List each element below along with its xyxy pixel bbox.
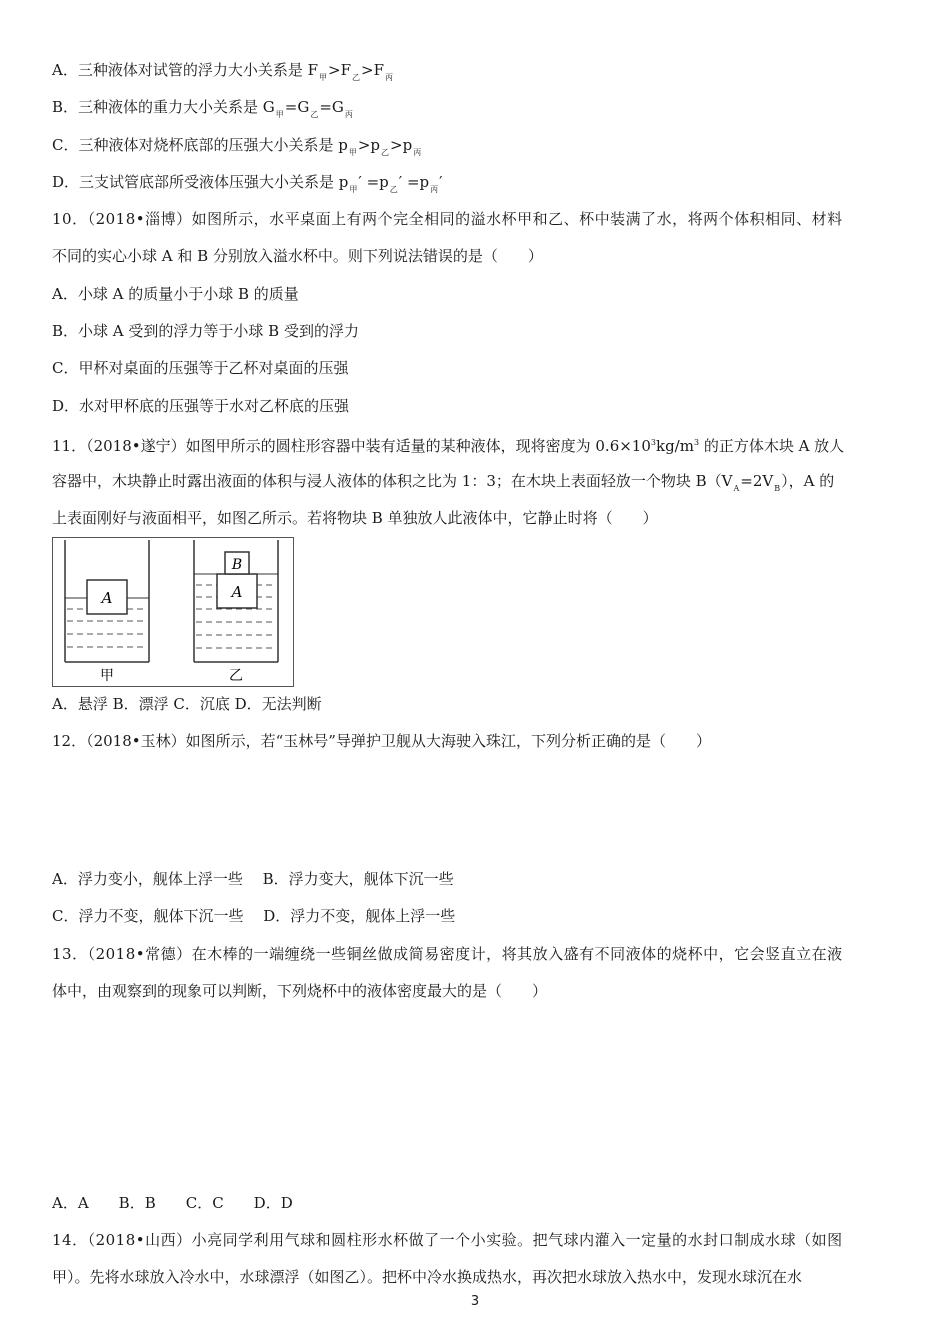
figure-label-yi: 乙 (229, 668, 243, 684)
q10-stem-line2: 不同的实心小球 A 和 B 分别放入溢水杯中。则下列说法错误的是（ ） (52, 247, 543, 265)
q12-options-row1: A．浮力变小，舰体上浮一些 B．浮力变大，舰体下沉一些 (52, 870, 454, 888)
figure-label-jia: 甲 (100, 668, 114, 684)
q11-stem-line2: 容器中，木块静止时露出液面的体积与浸人液体的体积之比为 1：3；在木块上表面轻放一个物块 $B(V_A=2V_B)$，A 的 (52, 472, 835, 493)
q10-stem-line1: 10．（2018•淄博）如图所示，水平桌面上有两个完全相同的溢水杯甲和乙、杯中装满了水，将两个体积相同、材料 (52, 210, 843, 228)
container-jia (65, 540, 149, 662)
q13-options: A．A B．B C．C D．D (52, 1194, 293, 1212)
q10-option-d: D．水对甲杯底的压强等于水对乙杯底的压强 (52, 397, 350, 415)
q11-figure (52, 537, 294, 687)
block-a-yi-label: A (231, 583, 243, 601)
block-a-jia-label: A (101, 589, 113, 607)
q11-stem-line3: 上表面刚好与液面相平，如图乙所示。若将物块 B 单独放人此液体中，它静止时将（ ） (52, 509, 658, 527)
q11-options: A．悬浮 B．漂浮 C．沉底 D．无法判断 (52, 695, 322, 713)
container-yi (194, 540, 278, 662)
q9-option-a: A．三种液体对试管的浮力大小关系是 $F_甲>F_乙>F_丙$ (52, 61, 393, 82)
block-b-label: B (231, 557, 243, 573)
q14-stem-line2: 甲）。先将水球放入冷水中，水球漂浮（如图乙）。把杯中冷水换成热水，再次把水球放入热水中，发现水球沉在水 (52, 1268, 803, 1286)
q9-option-c: C．三种液体对烧杯底部的压强大小关系是 $p_甲>p_乙>p_丙$ (52, 136, 422, 157)
q9-option-b: B．三种液体的重力大小关系是 $G_甲=G_乙=G_丙$ (52, 98, 353, 119)
q11-stem-line1: 11．（2018•遂宁）如图甲所示的圆柱形容器中装有适量的某种液体，现将密度为 $0.6\times 10^3kg/m^3$ 的正方体木块 A 放人 (52, 437, 845, 455)
page-number: 3 (470, 1294, 480, 1309)
q9-option-d: D．三支试管底部所受液体压强大小关系是 $p_甲' =p_乙' =p_丙'$ (52, 173, 443, 194)
q13-stem-line2: 体中，由观察到的现象可以判断，下列烧杯中的液体密度最大的是（ ） (52, 982, 548, 1000)
q10-option-a: A．小球 A 的质量小于小球 B 的质量 (52, 285, 299, 303)
q12-options-row2: C．浮力不变，舰体下沉一些 D．浮力不变，舰体上浮一些 (52, 907, 456, 925)
q13-stem-line1: 13．（2018•常德）在木棒的一端缠绕一些铜丝做成简易密度计，将其放入盛有不同液体的烧杯中，它会竖直立在液 (52, 945, 843, 963)
q10-option-b: B．小球 A 受到的浮力等于小球 B 受到的浮力 (52, 322, 359, 340)
q12-stem: 12．（2018•玉林）如图所示，若“玉林号”导弹护卫舰从大海驶入珠江，下列分析正确的是（ ） (52, 732, 711, 750)
q10-option-c: C．甲杯对桌面的压强等于乙杯对桌面的压强 (52, 359, 349, 377)
q11-figure-drawing (53, 538, 293, 686)
q14-stem-line1: 14．（2018•山西）小亮同学利用气球和圆柱形水杯做了一个小实验。把气球内灌入一定量的水封口制成水球（如图 (52, 1231, 843, 1249)
